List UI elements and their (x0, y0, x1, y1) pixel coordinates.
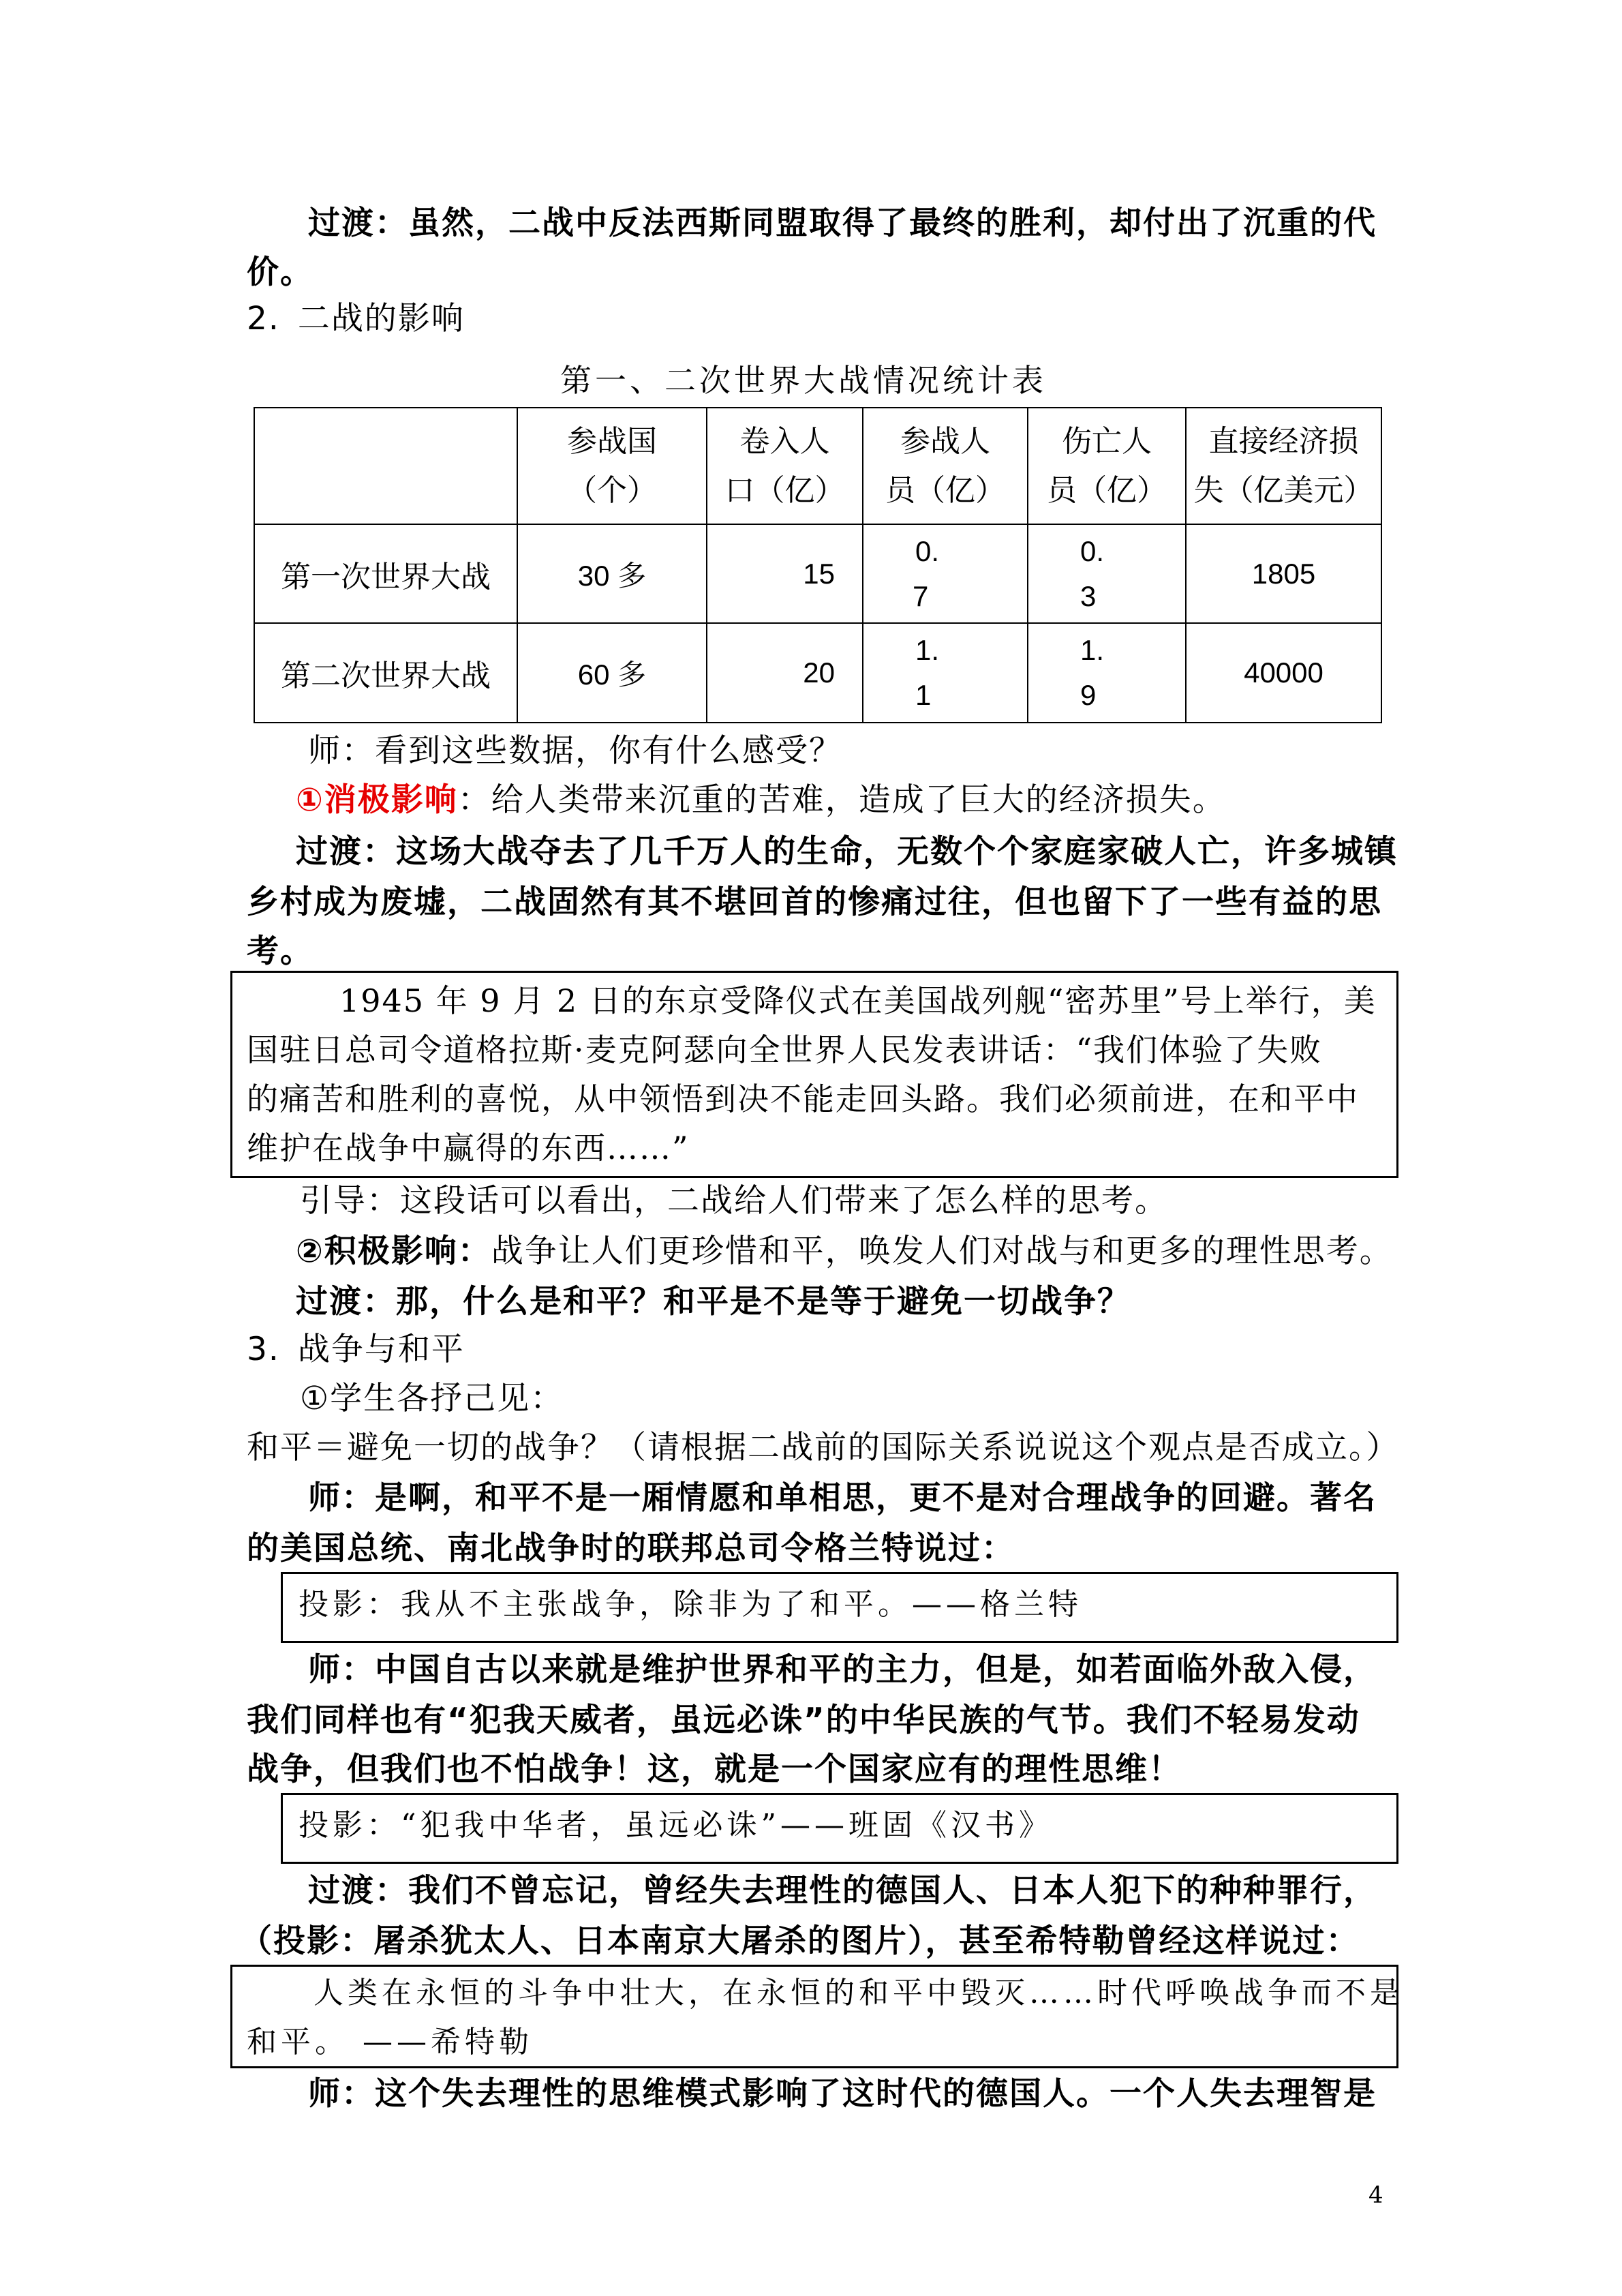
section-2-heading (247, 294, 465, 344)
peace-question: 和平＝避免一切的战争？（请根据二战前的国际关系说说这个观点是否成立。） (247, 1429, 1400, 1466)
quote-1-line-1: 1945 年 9 月 2 日的东京受降仪式在美国战列舰“密苏里”号上举行，美 (339, 982, 1377, 1019)
header-cell-economic-loss: 直接经济损 失（亿美元） (1186, 408, 1381, 524)
page-number: 4 (1368, 2181, 1383, 2209)
section-title: 二战的影响 (297, 300, 465, 337)
cell-population: 20 (707, 623, 863, 723)
table-header-row (254, 408, 1381, 524)
quote-1-line-3: 的痛苦和胜利的喜悦，从中领悟到决不能走回头路。我们必须前进，在和平中 (247, 1081, 1359, 1117)
teacher-2-line-2: 我们同样也有“犯我天威者，虽远必诛”的中华民族的气节。我们不轻易发动 (247, 1702, 1360, 1739)
teacher-2-line-3: 战争，但我们也不怕战争！这，就是一个国家应有的理性思维！ (247, 1751, 1182, 1788)
teacher-2-line-1: 师：中国自古以来就是维护世界和平的主力，但是，如若面临外敌入侵， (308, 1651, 1377, 1689)
header-cell-countries: 参战国 （个） (517, 408, 707, 524)
projection-grant: 投影：我从不主张战争，除非为了和平。——格兰特 (299, 1587, 1082, 1622)
positive-impact-text: 战争让人们更珍惜和平，唤发人们对战与和更多的理性思考。 (491, 1233, 1393, 1270)
header-cell-empty (254, 408, 517, 524)
transition-2-line-3: 考。 (247, 933, 313, 970)
teacher-1-line-1: 师：是啊，和平不是一厢情愿和单相思，更不是对合理战争的回避。著名 (308, 1479, 1377, 1517)
quote-2-line-1: 人类在永恒的斗争中壮大，在永恒的和平中毁灭……时代呼唤战争而不是 (313, 1976, 1404, 2010)
guide-text: 引导：这段话可以看出，二战给人们带来了怎么样的思考。 (300, 1182, 1168, 1220)
statistics-table (254, 407, 1382, 723)
quote-2-line-2: 和平。 ——希特勒 (247, 2025, 533, 2059)
transition-1-line-1 (308, 199, 1377, 248)
cell-population: 15 (707, 524, 863, 623)
cell-countries: 60 多 (517, 623, 707, 723)
teacher-3: 师：这个失去理性的思维模式影响了这时代的德国人。一个人失去理智是 (308, 2075, 1377, 2113)
negative-impact-label: ①消极影响 (296, 781, 458, 819)
teacher-1-line-2: 的美国总统、南北战争时的联邦总司令格兰特说过： (247, 1530, 1015, 1567)
cell-participants: 0. 7 (863, 524, 1028, 623)
header-cell-casualties: 伤亡人 员（亿） (1028, 408, 1186, 524)
section-3-heading (247, 1325, 465, 1374)
table-row (254, 623, 1381, 723)
positive-impact (296, 1227, 1393, 1276)
positive-impact-label: ②积极影响： (296, 1233, 491, 1270)
header-cell-participants: 参战人 员（亿） (863, 408, 1028, 524)
transition-2-line-2: 乡村成为废墟，二战固然有其不堪回首的惨痛过往，但也留下了一些有益的思 (247, 883, 1382, 921)
cell-casualties: 1. 9 (1028, 623, 1186, 723)
students-opinions: ①学生各抒己见： (300, 1380, 564, 1417)
cell-countries: 30 多 (517, 524, 707, 623)
table-title: 第一、二次世界大战情况统计表 (560, 362, 1047, 399)
row-name: 第二次世界大战 (254, 623, 517, 723)
cell-participants: 1. 1 (863, 623, 1028, 723)
section-number: 3. (247, 1331, 280, 1368)
quote-1-line-4: 维护在战争中赢得的东西……” (247, 1130, 690, 1166)
section-title: 战争与和平 (297, 1331, 465, 1368)
transition-text: 虽然，二战中反法西斯同盟取得了最终的胜利，却付出了沉重的代 (408, 205, 1377, 242)
projection-hanshu: 投影：“犯我中华者，虽远必诛”——班固《汉书》 (299, 1808, 1053, 1843)
quote-1-line-2: 国驻日总司令道格拉斯·麦克阿瑟向全世界人民发表讲话：“我们体验了失败 (247, 1031, 1323, 1068)
cell-casualties: 0. 3 (1028, 524, 1186, 623)
transition-label: 过渡： (308, 205, 408, 242)
negative-impact-text: ：给人类带来沉重的苦难，造成了巨大的经济损失。 (457, 781, 1226, 819)
transition-4-line-1: 过渡：我们不曾忘记，曾经失去理性的德国人、日本人犯下的种种罪行， (308, 1872, 1377, 1909)
row-name: 第一次世界大战 (254, 524, 517, 623)
transition-1-line-2: 价。 (247, 254, 313, 291)
table-row (254, 524, 1381, 623)
section-number: 2. (247, 300, 280, 337)
transition-3: 过渡：那，什么是和平？和平是不是等于避免一切战争？ (296, 1283, 1131, 1320)
cell-economic-loss: 40000 (1186, 623, 1381, 723)
teacher-question: 师：看到这些数据，你有什么感受？ (308, 732, 842, 770)
cell-economic-loss: 1805 (1186, 524, 1381, 623)
negative-impact (296, 776, 1226, 825)
transition-4-line-2: （投影：屠杀犹太人、日本南京大屠杀的图片），甚至希特勒曾经这样说过： (240, 1922, 1360, 1960)
transition-2-line-1: 过渡：这场大战夺去了几千万人的生命，无数个个家庭家破人亡，许多城镇 (296, 833, 1398, 871)
header-cell-population: 卷入人 口（亿） (707, 408, 863, 524)
